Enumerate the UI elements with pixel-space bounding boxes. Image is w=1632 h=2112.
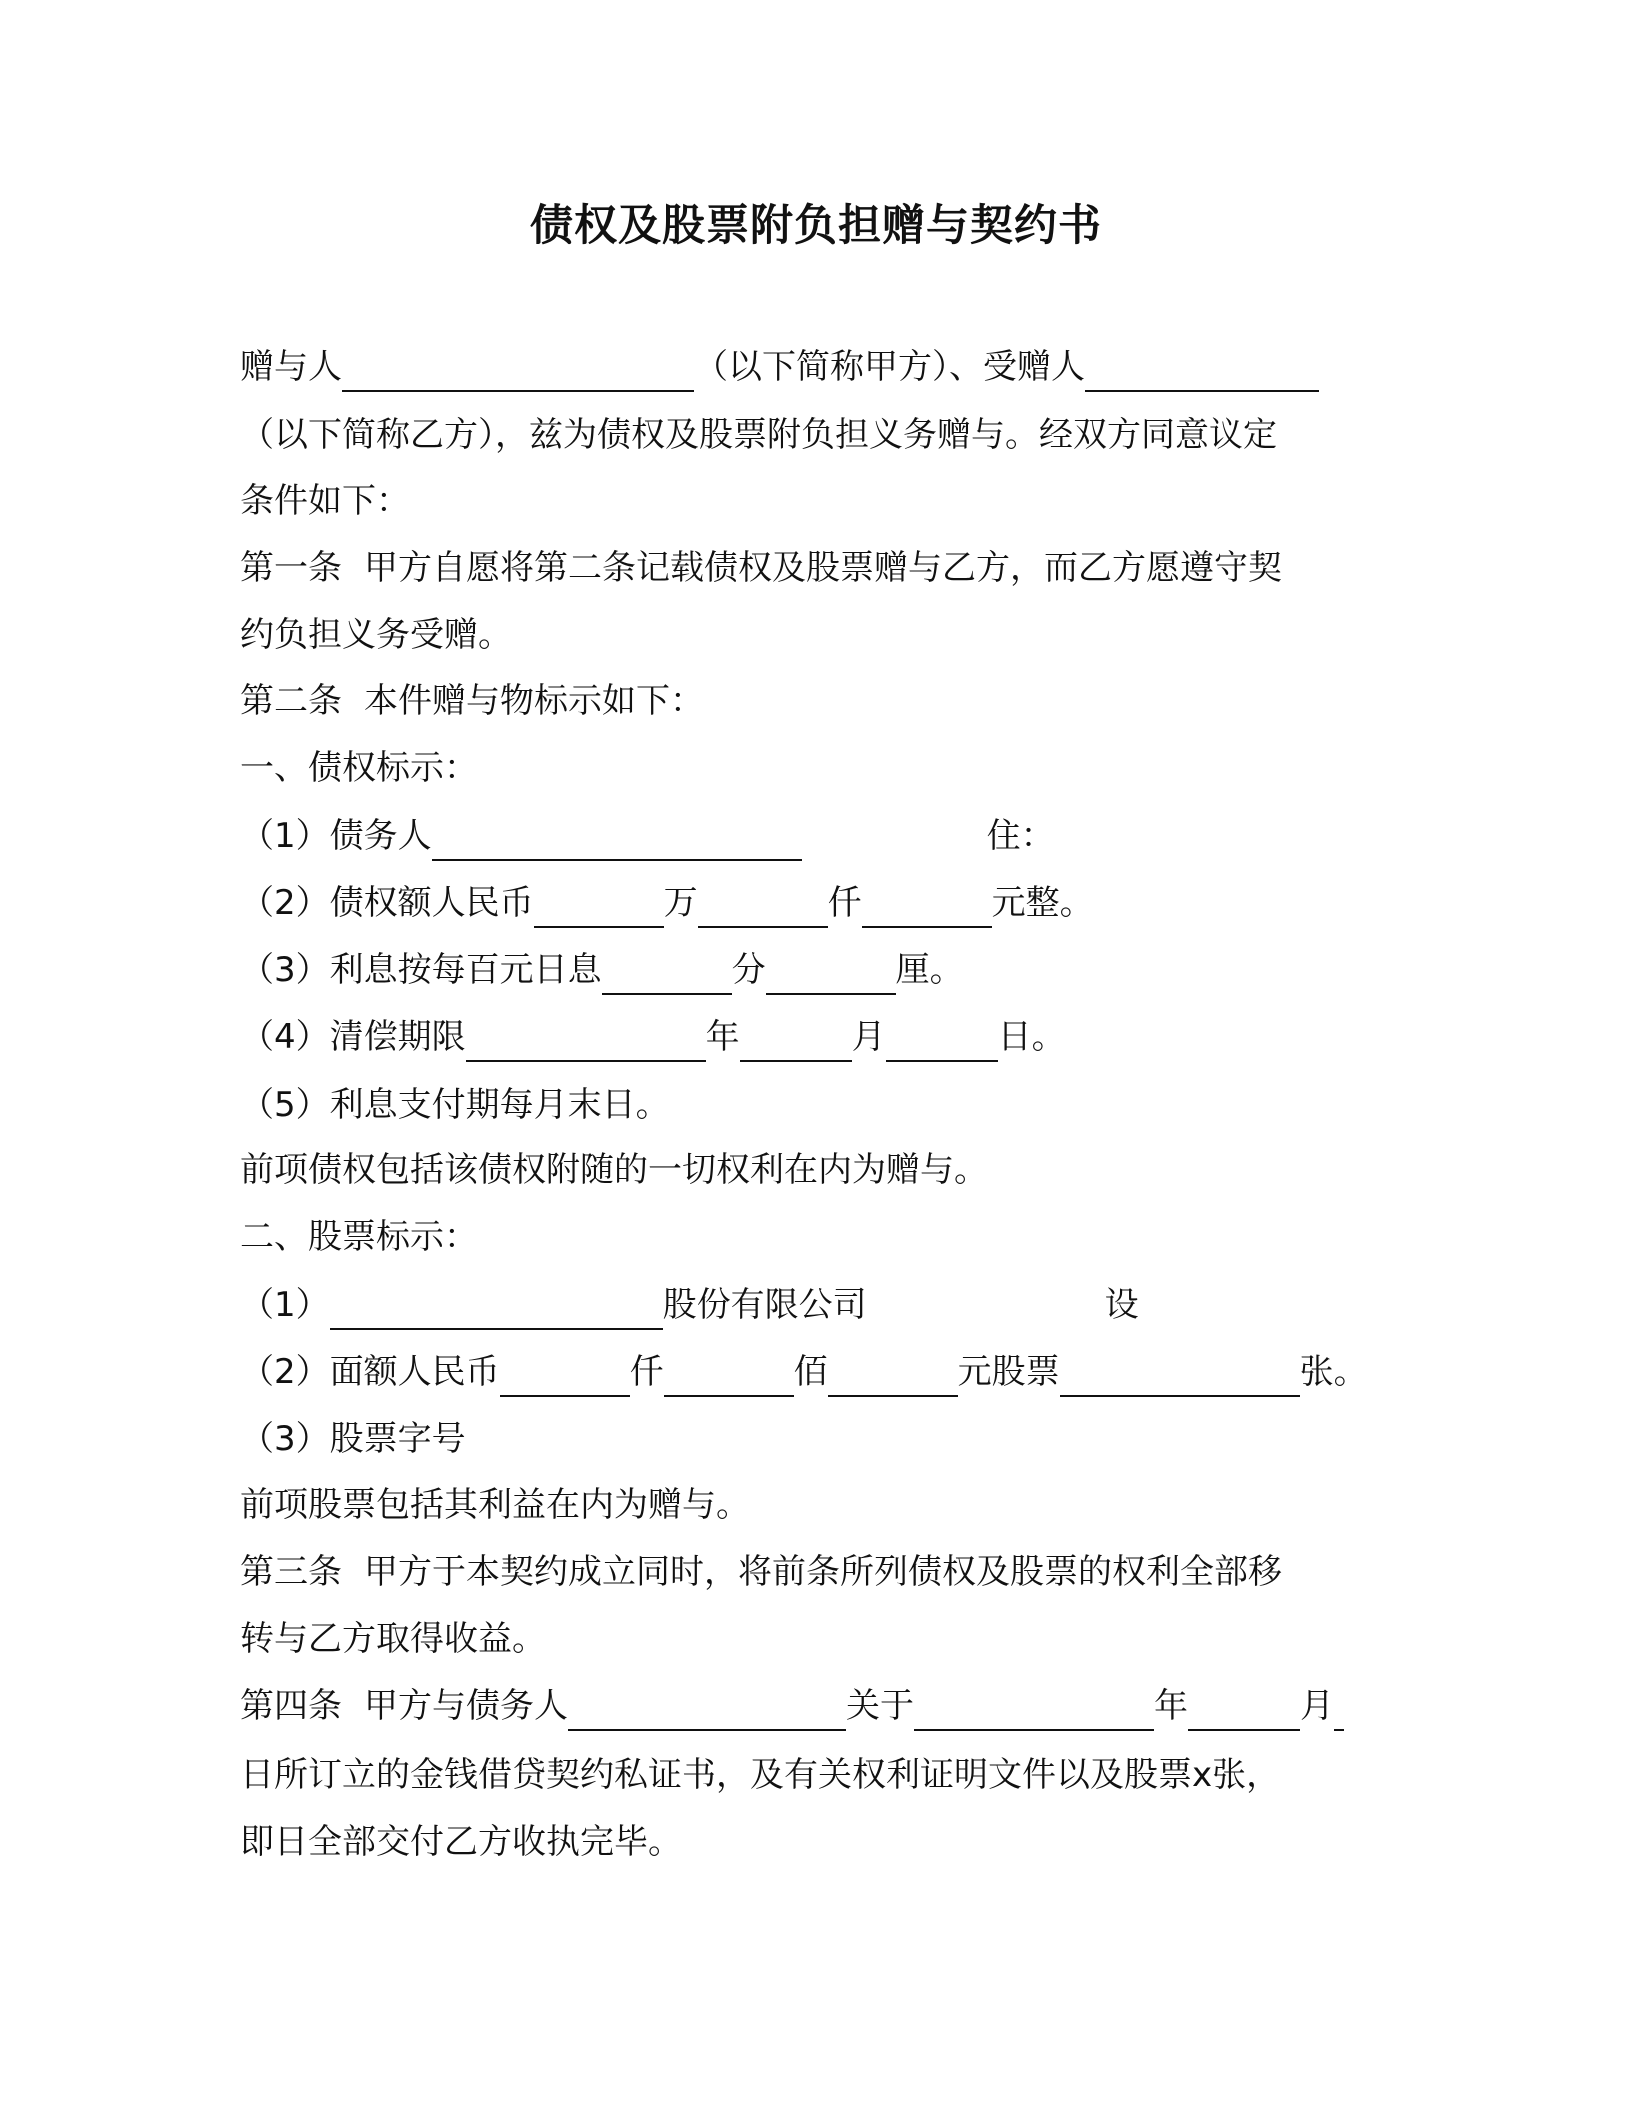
debt-item-4-label: （4）清偿期限 <box>240 1017 466 1057</box>
stock-item-2-label: （2）面额人民币 <box>240 1352 500 1392</box>
intro-line-2: （以下简称乙方），兹为债权及股票附负担义务赠与。经双方同意议定 <box>240 415 1277 455</box>
debt-item-2 <box>240 878 1094 928</box>
debt-item-3 <box>240 945 964 995</box>
debt-qian-blank[interactable] <box>698 886 828 928</box>
term-month-blank[interactable] <box>740 1020 852 1062</box>
article-4-line-2: 日所订立的金钱借贷契约私证书，及有关权利证明文件以及股票x张， <box>240 1755 1281 1795</box>
debt-qian-label: 仟 <box>827 883 862 923</box>
article-4-line-3: 即日全部交付乙方收执完毕。 <box>240 1822 682 1862</box>
article-4-text-1: 甲方与债务人 <box>364 1686 568 1726</box>
interest-fen-label: 分 <box>731 950 766 990</box>
term-year-blank[interactable] <box>466 1020 706 1062</box>
stock-item-1-number: （1） <box>240 1285 330 1325</box>
stock-bai-label: 佰 <box>793 1352 828 1392</box>
intro-line-1 <box>240 342 1319 392</box>
article-1-line-1 <box>240 543 1282 593</box>
article-2-line <box>240 676 704 726</box>
company-name-blank[interactable] <box>330 1288 663 1330</box>
company-seat-label: 设 <box>1104 1285 1139 1325</box>
article-2-label: 第二条 <box>240 681 342 721</box>
company-label: 股份有限公司 <box>662 1285 867 1325</box>
stock-qian-label: 仟 <box>629 1352 664 1392</box>
article-4-year-blank[interactable] <box>914 1689 1154 1731</box>
article-4-year: 年 <box>1154 1686 1188 1726</box>
article-4-debtor-blank[interactable] <box>568 1689 846 1731</box>
debt-item-5: （5）利息支付期每月末日。 <box>240 1085 670 1125</box>
stock-count-blank[interactable] <box>1060 1355 1300 1397</box>
article-4-about: 关于 <box>846 1686 914 1726</box>
debt-heading: 一、债权标示： <box>240 748 478 788</box>
document-title: 债权及股票附负担赠与契约书 <box>530 201 1102 251</box>
party-a-note: （以下简称甲方）、受赠人 <box>694 347 1085 387</box>
article-1-text-1: 甲方自愿将第二条记载债权及股票赠与乙方，而乙方愿遵守契 <box>364 548 1282 588</box>
debt-note: 前项债权包括该债权附随的一切权利在内为赠与。 <box>240 1150 988 1190</box>
article-3-label: 第三条 <box>240 1552 342 1592</box>
article-3-text-1: 甲方于本契约成立同时，将前条所列债权及股票的权利全部移 <box>364 1552 1282 1592</box>
stock-note: 前项股票包括其利益在内为赠与。 <box>240 1485 750 1525</box>
term-year-label: 年 <box>705 1017 740 1057</box>
stock-qian-blank[interactable] <box>500 1355 630 1397</box>
stock-heading: 二、股票标示： <box>240 1217 478 1257</box>
article-3-line-1 <box>240 1547 1282 1597</box>
debtor-address-label: 住： <box>986 816 1055 856</box>
article-2-text: 本件赠与物标示如下： <box>364 681 704 721</box>
article-4-month: 月 <box>1300 1686 1334 1726</box>
article-4-line-1 <box>240 1681 1344 1731</box>
debt-yuan-blank[interactable] <box>862 886 992 928</box>
debt-item-1-label: （1）债务人 <box>240 816 432 856</box>
intro-line-3: 条件如下： <box>240 481 410 521</box>
term-month-label: 月 <box>851 1017 886 1057</box>
stock-item-3: （3）股票字号 <box>240 1419 466 1459</box>
stock-count-label: 张。 <box>1299 1352 1368 1392</box>
debtor-blank[interactable] <box>432 819 802 861</box>
article-3-line-2: 转与乙方取得收益。 <box>240 1619 546 1659</box>
interest-li-blank[interactable] <box>766 953 896 995</box>
donee-blank[interactable] <box>1085 350 1319 392</box>
donor-blank[interactable] <box>342 350 694 392</box>
term-day-blank[interactable] <box>886 1020 998 1062</box>
debt-item-1 <box>240 811 1055 861</box>
article-4-label: 第四条 <box>240 1686 342 1726</box>
stock-yuan-blank[interactable] <box>828 1355 958 1397</box>
interest-fen-blank[interactable] <box>602 953 732 995</box>
article-1-line-2: 约负担义务受赠。 <box>240 615 512 655</box>
debt-item-2-label: （2）债权额人民币 <box>240 883 534 923</box>
stock-item-2 <box>240 1347 1368 1397</box>
debt-item-4 <box>240 1012 1066 1062</box>
term-day-label: 日。 <box>997 1017 1066 1057</box>
debt-item-3-label: （3）利息按每百元日息 <box>240 950 602 990</box>
debt-yuan-label: 元整。 <box>991 883 1094 923</box>
article-1-label: 第一条 <box>240 548 342 588</box>
stock-yuan-label: 元股票 <box>957 1352 1060 1392</box>
stock-item-1 <box>240 1280 1139 1330</box>
debt-wan-blank[interactable] <box>534 886 664 928</box>
interest-li-label: 厘。 <box>895 950 964 990</box>
donor-label: 赠与人 <box>240 347 342 387</box>
article-4-day-blank[interactable] <box>1334 1689 1344 1731</box>
article-4-month-blank[interactable] <box>1188 1689 1300 1731</box>
debt-wan-label: 万 <box>663 883 698 923</box>
stock-bai-blank[interactable] <box>664 1355 794 1397</box>
